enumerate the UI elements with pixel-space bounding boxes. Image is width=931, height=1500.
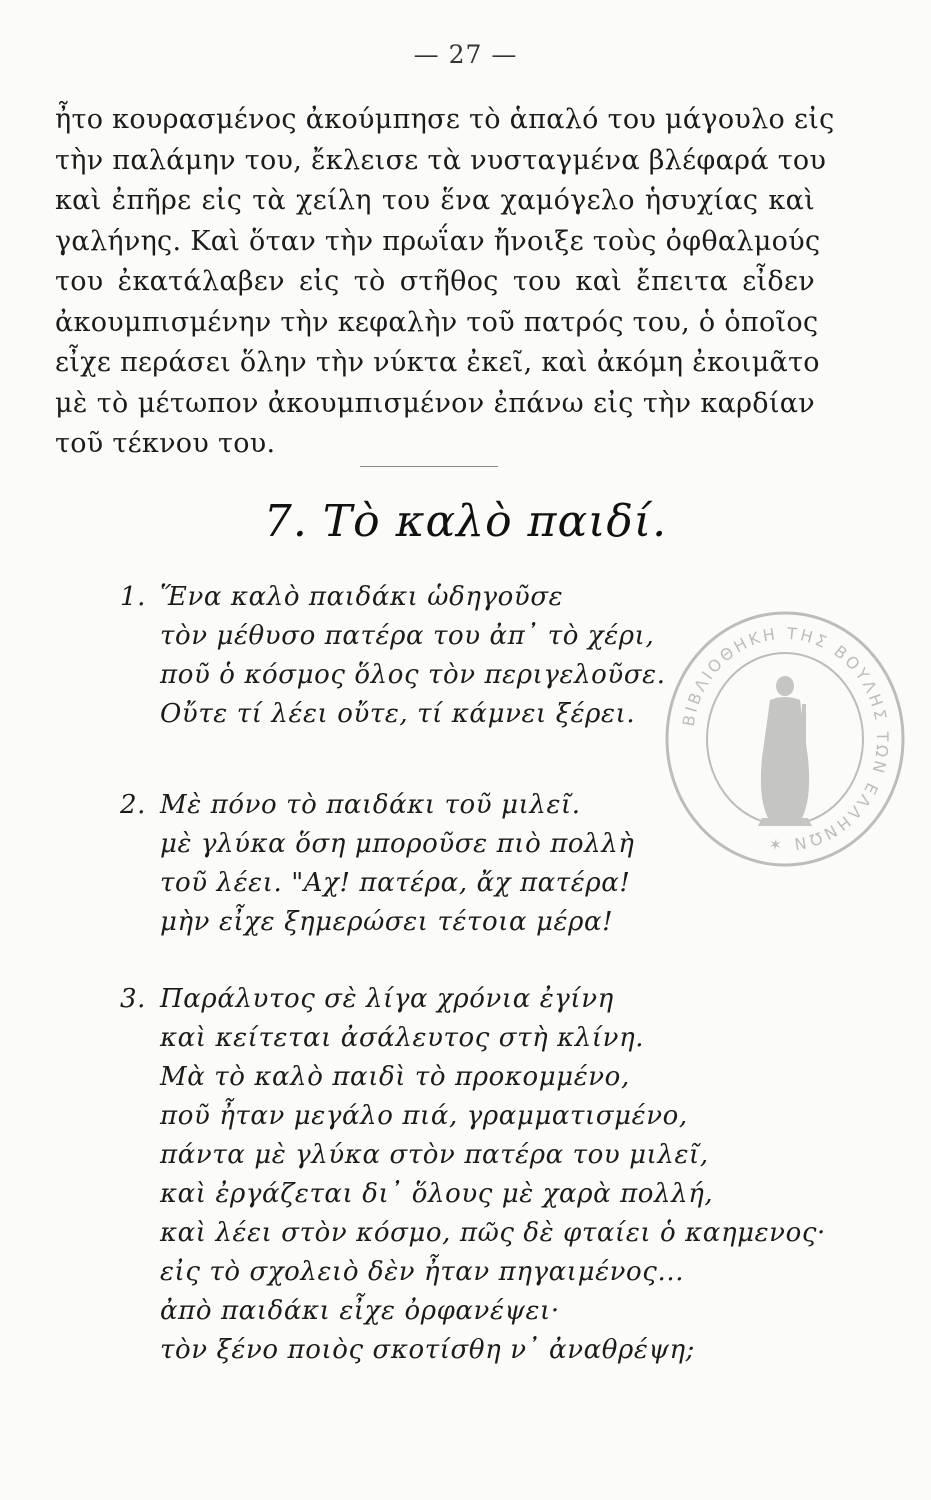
verse-line: πάντα μὲ γλύκα στὸν πατέρα του μιλεῖ,	[160, 1140, 709, 1170]
verse-line: Ἕνα καλὸ παιδάκι ὡδηγοῦσε	[160, 582, 564, 612]
prose-paragraph	[55, 100, 835, 465]
prose-line: τὴν παλάμην του, ἔκλεισε τὰ νυσταγμένα βλέφαρά του	[55, 144, 827, 176]
verse-line: καὶ ἐργάζεται δι᾽ ὅλους μὲ χαρὰ πολλή,	[160, 1179, 714, 1209]
prose-line: ἦτο κουρασμένος ἀκούμπησε τὸ ἁπαλό του μάγουλο εἰς	[55, 104, 835, 135]
prose-line: γαλήνης. Καὶ ὅταν τὴν πρωΐαν ἤνοιξε τοὺς ὀφθαλμούς	[55, 225, 821, 257]
prose-line: καὶ ἐπῆρε εἰς τὰ χείλη του ἕνα χαμόγελο ἡσυχίας καὶ	[55, 185, 815, 216]
stanza-number: 2.	[120, 790, 147, 820]
page-number: — 27 —	[413, 40, 518, 69]
poem-title: 7. Τὸ καλὸ παιδί.	[263, 496, 668, 547]
verse-line: τὸν μέθυσο πατέρα του ἀπ᾽ τὸ χέρι,	[160, 621, 655, 651]
verse-line: τοῦ λέει. "Αχ! πατέρα, ἄχ πατέρα!	[160, 868, 631, 898]
verse-line: ποῦ ἦταν μεγάλο πιά, γραμματισμένο,	[160, 1101, 688, 1131]
verse-line: καὶ λέει στὸν κόσμο, πῶς δὲ φταίει ὁ καημενος·	[160, 1218, 826, 1248]
stanza-number: 1.	[120, 582, 147, 612]
verse-line: ποῦ ὁ κόσμος ὅλος τὸν περιγελοῦσε.	[160, 660, 666, 690]
prose-line: εἶχε περάσει ὅλην τὴν νύκτα ἐκεῖ, καὶ ἀκόμη ἐκοιμᾶτο	[55, 347, 820, 378]
verse-line: εἰς τὸ σχολειὸ δὲν ἦταν πηγαιμένος...	[160, 1257, 685, 1287]
library-stamp	[662, 608, 908, 870]
verse-line: Οὔτε τί λέει οὔτε, τί κάμνει ξέρει.	[160, 699, 636, 729]
prose-line: μὲ τὸ μέτωπον ἀκουμπισμένον ἐπάνω εἰς τὴν καρδίαν	[55, 387, 815, 419]
verse-line: Μὰ τὸ καλὸ παιδὶ τὸ προκομμένο,	[160, 1062, 630, 1092]
stamp-figure-icon	[758, 676, 812, 826]
verse-line: μὴν εἶχε ξημερώσει τέτοια μέρα!	[160, 907, 614, 937]
stanza-3	[120, 980, 826, 1370]
verse-line: Παράλυτος σὲ λίγα χρόνια ἐγίνη	[160, 984, 614, 1014]
prose-line: του ἐκατάλαβεν εἰς τὸ στῆθος του καὶ ἔπειτα εἶδεν	[55, 266, 815, 297]
stamp-text: ΒΙΒΛΙΟΘΗΚΗ ΤΗΣ ΒΟΥΛΗΣ ΤΩΝ ΕΛΛΗΝΩΝ ✶	[678, 623, 893, 855]
verse-line: καὶ κείτεται ἀσάλευτος στὴ κλίνη.	[160, 1023, 645, 1053]
prose-line: τοῦ τέκνου του.	[55, 428, 276, 459]
verse-line: μὲ γλύκα ὅση μποροῦσε πιὸ πολλὴ	[160, 829, 635, 859]
verse-line: τὸν ξένο ποιὸς σκοτίσθη ν᾽ ἀναθρέψη;	[160, 1335, 695, 1365]
section-divider	[360, 466, 498, 467]
stanza-number: 3.	[120, 984, 147, 1014]
prose-line: ἀκουμπισμένην τὴν κεφαλὴν τοῦ πατρός του, ὁ ὁποῖος	[55, 306, 819, 338]
verse-line: Μὲ πόνο τὸ παιδάκι τοῦ μιλεῖ.	[160, 790, 581, 820]
verse-line: ἀπὸ παιδάκι εἶχε ὀρφανέψει·	[160, 1296, 560, 1326]
